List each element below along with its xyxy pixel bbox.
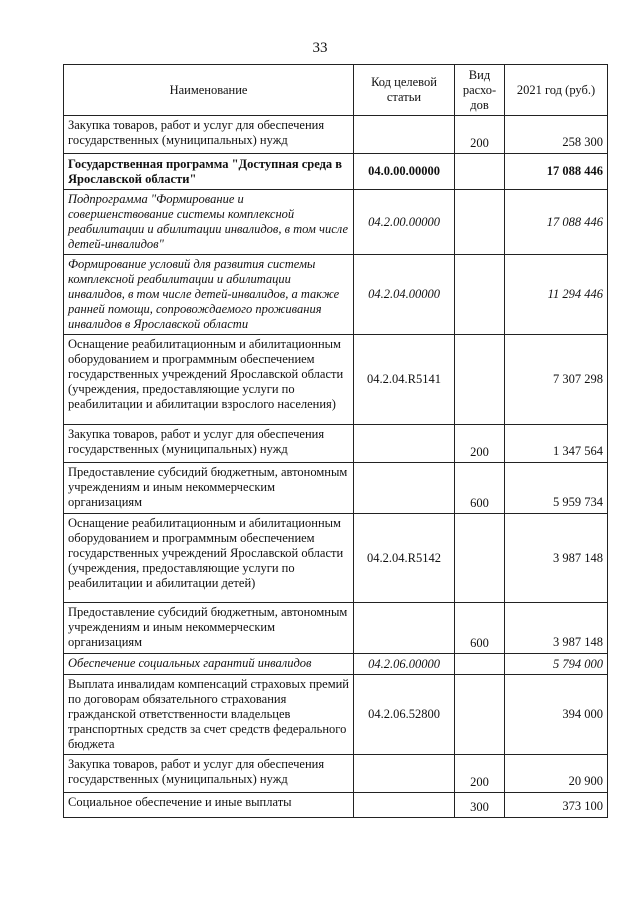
cell-code: 04.2.04.R5142: [354, 514, 455, 603]
header-name: Наименование: [64, 65, 354, 116]
cell-code: [354, 755, 455, 793]
cell-amount: 20 900: [505, 755, 608, 793]
cell-kind: 200: [455, 116, 505, 154]
cell-kind: 200: [455, 755, 505, 793]
cell-amount: 5 794 000: [505, 654, 608, 675]
cell-amount: 3 987 148: [505, 514, 608, 603]
page-number: 33: [312, 40, 328, 56]
table-row: [64, 463, 608, 514]
cell-name: Государственная программа "Доступная среда в Ярославской области": [64, 154, 354, 190]
cell-name: Оснащение реабилитационным и абилитационным оборудованием и программным обеспечением государственных учреждений Ярославской области (учреждения, предоставляющие услуги по реабилитации и абилитации взрослого населения): [64, 335, 354, 425]
table-row: [64, 255, 608, 335]
table-row: [64, 425, 608, 463]
cell-code: [354, 463, 455, 514]
table-row: [64, 335, 608, 425]
cell-code: [354, 603, 455, 654]
cell-name: Выплата инвалидам компенсаций страховых премий по договорам обязательного страхования гражданской ответственности владельцев транспортных средств за счет средств федерального бюджета: [64, 675, 354, 755]
header-code: Код целевой статьи: [354, 65, 455, 116]
cell-kind: [455, 190, 505, 255]
cell-amount: 394 000: [505, 675, 608, 755]
cell-kind: [455, 255, 505, 335]
cell-kind: 600: [455, 463, 505, 514]
table-row: [64, 154, 608, 190]
cell-name: Предоставление субсидий бюджетным, автономным учреждениям и иным некоммерческим организациям: [64, 463, 354, 514]
cell-amount: 1 347 564: [505, 425, 608, 463]
cell-kind: [455, 154, 505, 190]
cell-name: Закупка товаров, работ и услуг для обеспечения государственных (муниципальных) нужд: [64, 755, 354, 793]
table-row: [64, 654, 608, 675]
table-row: [64, 603, 608, 654]
table-header-row: [64, 65, 608, 116]
cell-amount: 7 307 298: [505, 335, 608, 425]
cell-code: 04.2.06.00000: [354, 654, 455, 675]
table-row: [64, 793, 608, 818]
cell-kind: 600: [455, 603, 505, 654]
cell-code: [354, 425, 455, 463]
cell-kind: [455, 335, 505, 425]
cell-code: 04.2.04.00000: [354, 255, 455, 335]
header-amount: 2021 год (руб.): [505, 65, 608, 116]
cell-code: 04.2.00.00000: [354, 190, 455, 255]
cell-name: Закупка товаров, работ и услуг для обеспечения государственных (муниципальных) нужд: [64, 425, 354, 463]
cell-kind: [455, 675, 505, 755]
cell-code: [354, 116, 455, 154]
table-row: [64, 514, 608, 603]
cell-amount: 258 300: [505, 116, 608, 154]
cell-kind: [455, 654, 505, 675]
cell-name: Социальное обеспечение и иные выплаты: [64, 793, 354, 818]
header-kind: Вид расхо-дов: [455, 65, 505, 116]
cell-name: Закупка товаров, работ и услуг для обеспечения государственных (муниципальных) нужд: [64, 116, 354, 154]
cell-amount: 5 959 734: [505, 463, 608, 514]
table-row: [64, 116, 608, 154]
cell-amount: 11 294 446: [505, 255, 608, 335]
cell-amount: 17 088 446: [505, 154, 608, 190]
cell-name: Оснащение реабилитационным и абилитационным оборудованием и программным обеспечением государственных учреждений Ярославской области (учреждения, предоставляющие услуги по реабилитации и абилитации детей): [64, 514, 354, 603]
cell-kind: 300: [455, 793, 505, 818]
cell-code: 04.2.04.R5141: [354, 335, 455, 425]
cell-code: 04.2.06.52800: [354, 675, 455, 755]
cell-name: Обеспечение социальных гарантий инвалидов: [64, 654, 354, 675]
cell-amount: 373 100: [505, 793, 608, 818]
cell-kind: [455, 514, 505, 603]
table-row: [64, 755, 608, 793]
cell-name: Формирование условий для развития системы комплексной реабилитации и абилитации инвалидов, в том числе детей-инвалидов, а также ранней помощи, сопровождаемого проживания инвалидов в Ярославской области: [64, 255, 354, 335]
cell-code: [354, 793, 455, 818]
table-row: [64, 675, 608, 755]
table-row: [64, 190, 608, 255]
budget-table: [63, 64, 608, 818]
cell-name: Подпрограмма "Формирование и совершенствование системы комплексной реабилитации и абилитации инвалидов, в том числе детей-инвалидов": [64, 190, 354, 255]
cell-kind: 200: [455, 425, 505, 463]
cell-amount: 17 088 446: [505, 190, 608, 255]
cell-code: 04.0.00.00000: [354, 154, 455, 190]
cell-name: Предоставление субсидий бюджетным, автономным учреждениям и иным некоммерческим организациям: [64, 603, 354, 654]
cell-amount: 3 987 148: [505, 603, 608, 654]
